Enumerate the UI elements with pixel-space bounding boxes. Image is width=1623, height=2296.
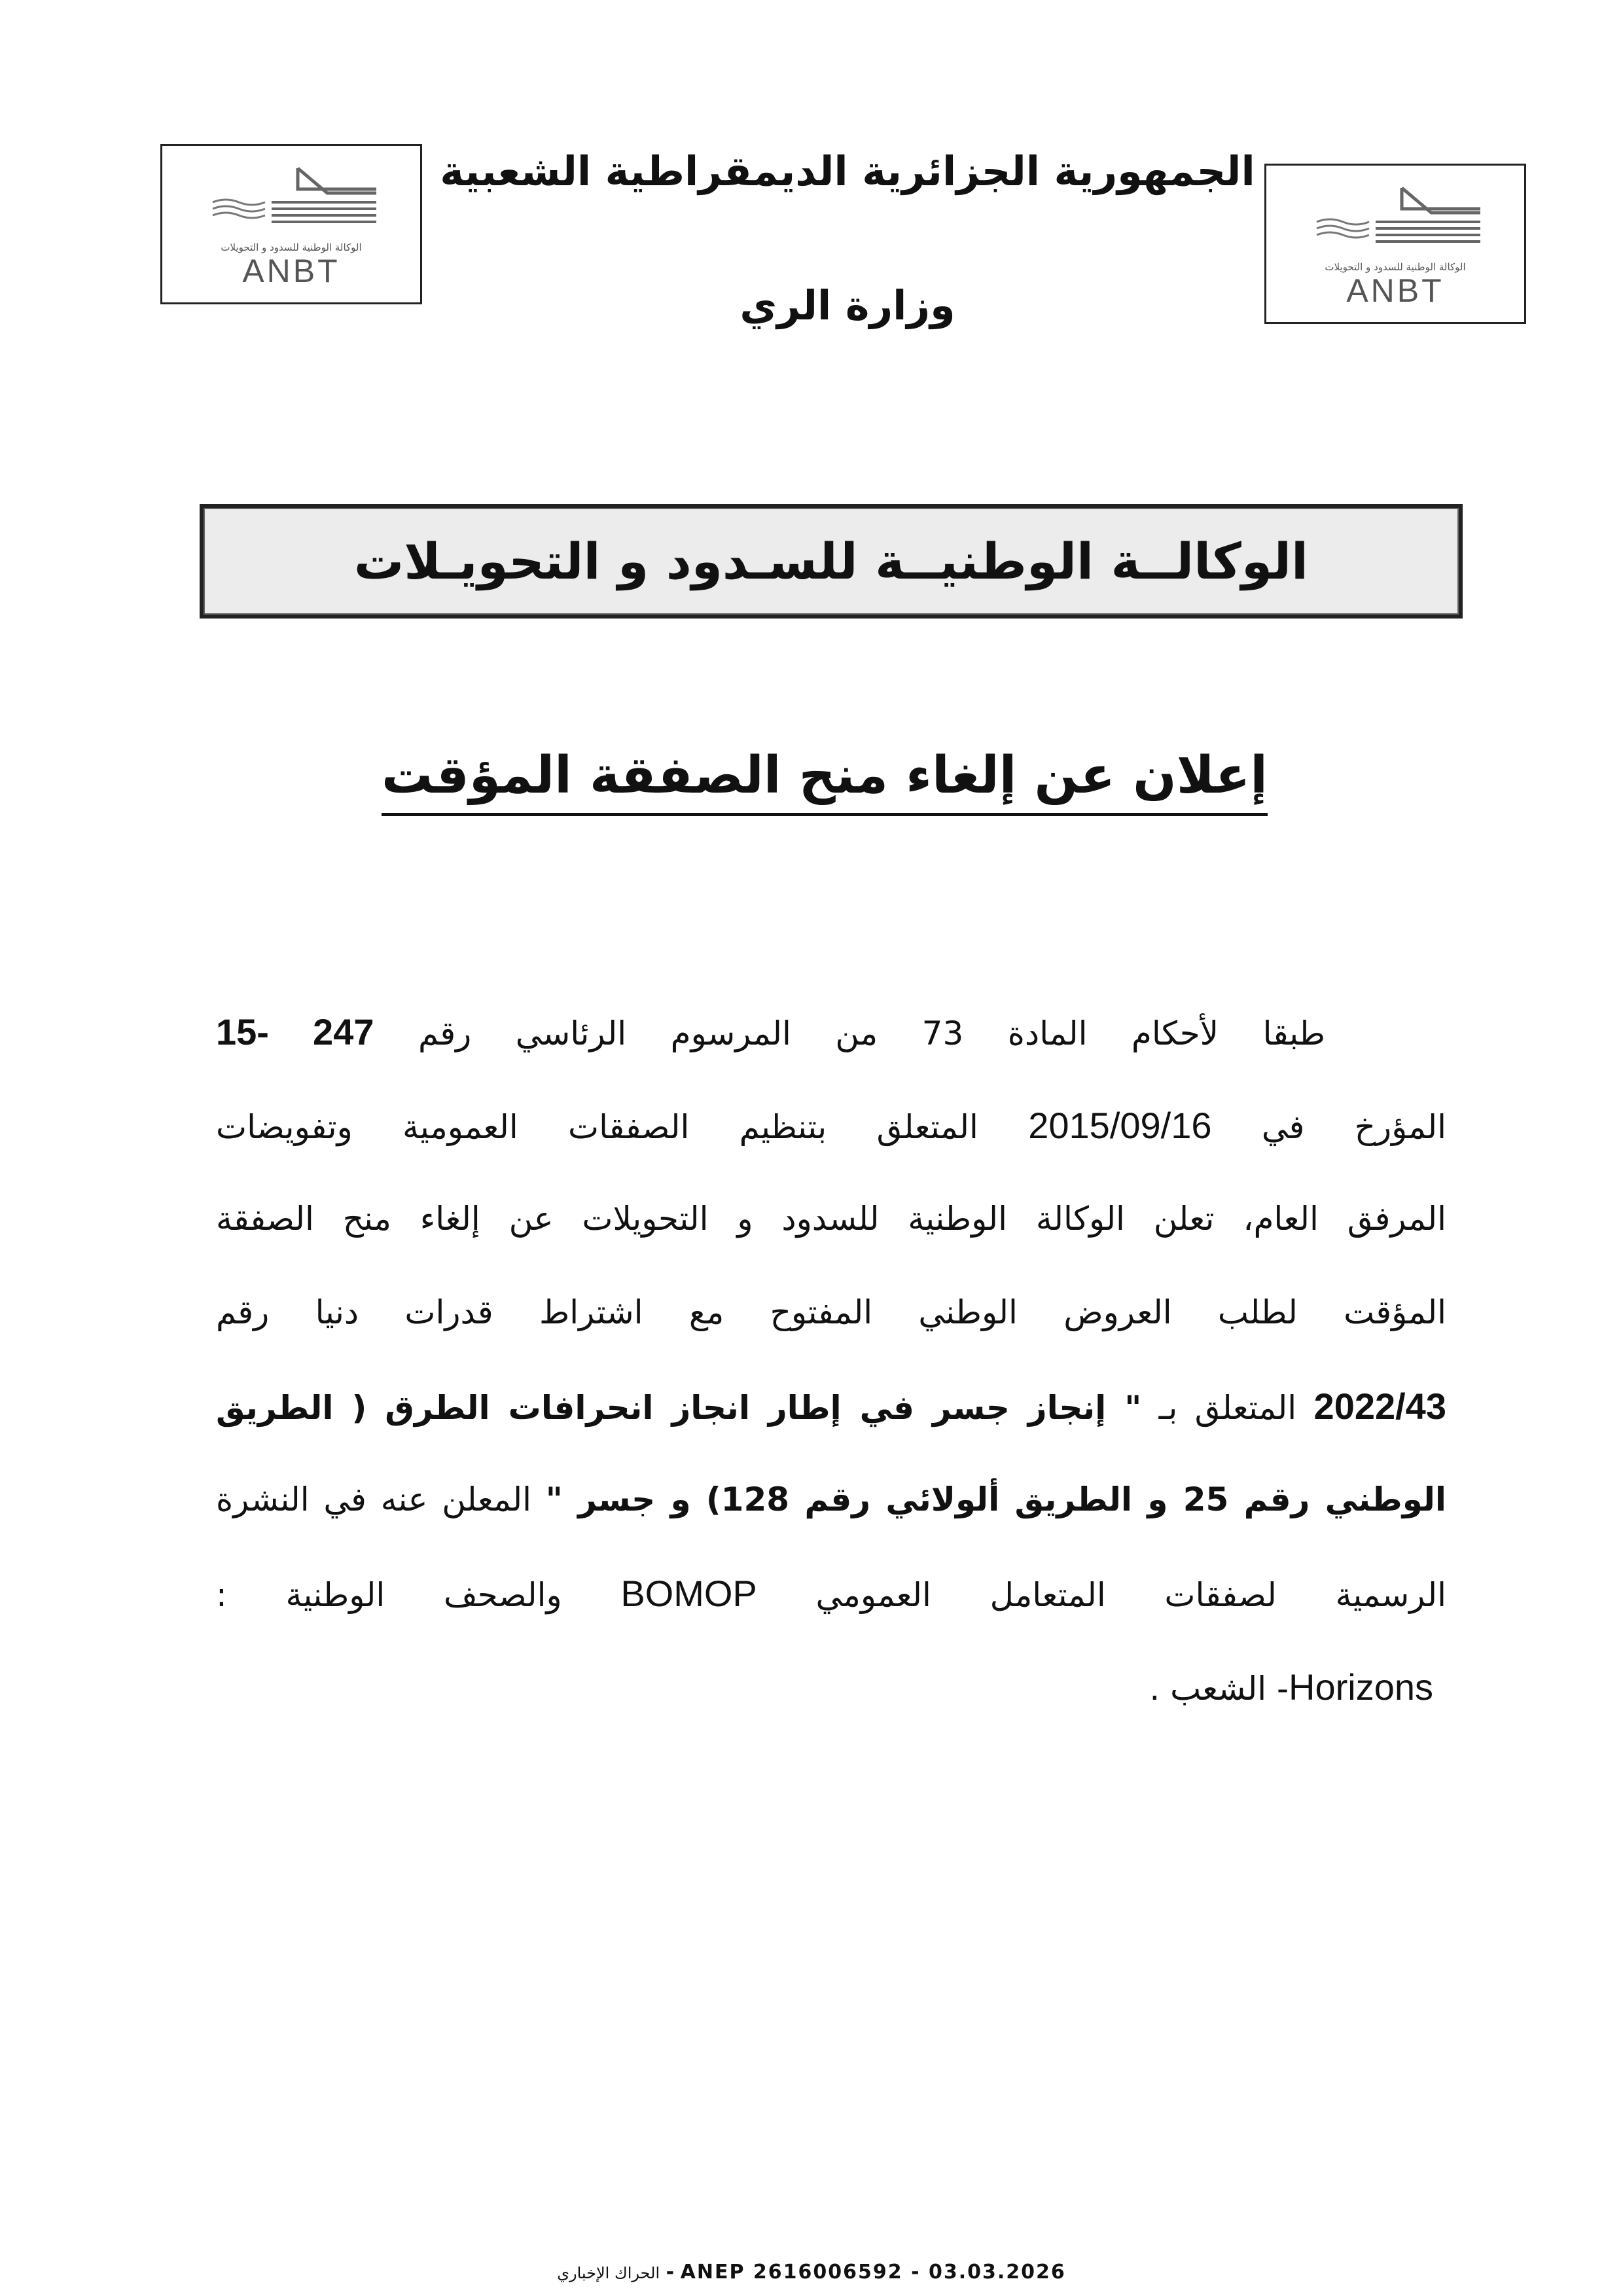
anbt-logo-left (160, 144, 422, 304)
body-text: الرسمية لصفقات المتعامل العمومي (815, 1576, 1446, 1614)
logo-caption: الوكالة الوطنية للسدود و التحويلات (221, 241, 362, 253)
footer-dash: - (666, 2261, 675, 2284)
body-text: المعلن عنه في النشرة (216, 1480, 532, 1518)
project-title: الوطني رقم 25 و الطريق ألولائي رقم 128) و جسر " (545, 1480, 1446, 1518)
bomop-label: BOMOP (620, 1573, 757, 1614)
body-text: طبقا لأحكام المادة 73 من المرسوم الرئاسي رقم (418, 1014, 1325, 1052)
dam-wave-icon (1304, 181, 1487, 260)
body-text: المؤقت لطلب العروض الوطني المفتوح مع اشتراط قدرات دنيا رقم (216, 1293, 1446, 1331)
body-text: والصحف الوطنية : (216, 1576, 562, 1614)
tender-number: 2022/43 (1313, 1386, 1446, 1427)
ministry-heading: وزارة الري (740, 281, 955, 329)
footer-reference (517, 2261, 1106, 2284)
agency-title: الوكالــة الوطنيــة للسـدود و التحويـلات (353, 532, 1309, 590)
body-text: المرفق العام، تعلن الوكالة الوطنية للسدود و التحويلات عن إلغاء منح الصفقة (216, 1200, 1446, 1238)
announcement-body (216, 985, 1446, 1734)
footer-source: الحراك الإخباري (557, 2264, 660, 2282)
project-title: " إنجاز جسر في إطار انجاز انحرافات الطرق ( الطريق (216, 1389, 1142, 1427)
body-line (216, 1359, 1446, 1453)
anbt-logo-right (1264, 164, 1526, 324)
agency-title-box (200, 504, 1463, 619)
body-line (216, 1172, 1446, 1266)
decree-date: 2015/09/16 (1028, 1105, 1212, 1146)
announcement-title-text: إعلان عن إلغاء منح الصفقة المؤقت (382, 746, 1268, 816)
newspaper-horizons: Horizons (1289, 1666, 1433, 1708)
body-text: المتعلق بتنظيم الصفقات العمومية وتفويضات (216, 1108, 978, 1146)
logo-name: ANBT (1346, 272, 1444, 309)
logo-name: ANBT (242, 252, 340, 289)
body-line (216, 985, 1446, 1079)
body-text: - الشعب . (1149, 1670, 1289, 1708)
body-line (216, 1640, 1446, 1734)
body-text: المؤرخ في (1261, 1108, 1446, 1146)
announcement-title (327, 746, 1322, 805)
body-line (216, 1079, 1446, 1172)
decree-number: 15- 247 (216, 1011, 374, 1052)
dam-wave-icon (200, 162, 383, 240)
footer-anep-ref: ANEP 2616006592 - 03.03.2026 (680, 2261, 1066, 2284)
logo-caption: الوكالة الوطنية للسدود و التحويلات (1325, 260, 1466, 273)
body-line (216, 1547, 1446, 1640)
republic-heading: الجمهورية الجزائرية الديمقراطية الشعبية (440, 147, 1255, 195)
body-text: المتعلق بـ (1158, 1389, 1297, 1427)
body-line (216, 1453, 1446, 1547)
body-line (216, 1266, 1446, 1359)
